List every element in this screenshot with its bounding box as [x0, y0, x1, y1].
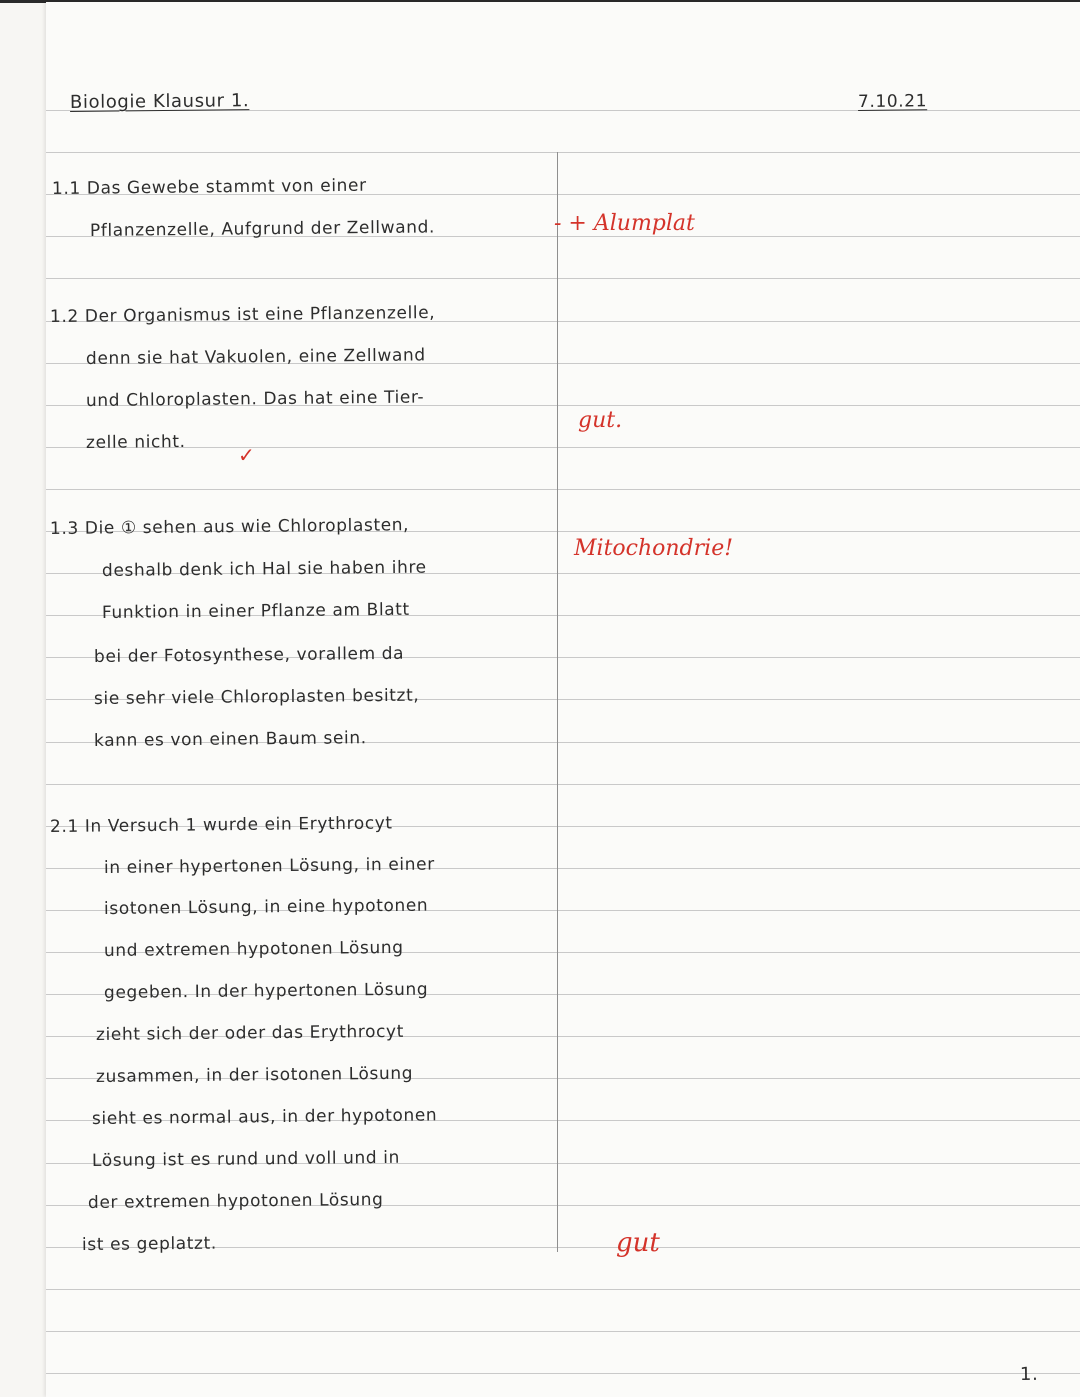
ruled-line	[46, 152, 1080, 153]
answer-1-3-line-4: bei der Fotosynthese, vorallem da	[93, 643, 405, 667]
correction-1-2: gut.	[578, 408, 623, 433]
ruled-line	[46, 1331, 1080, 1332]
ruled-line	[46, 784, 1080, 785]
answer-2-1-line-2: in einer hypertonen Lösung, in einer	[103, 854, 435, 878]
exam-sheet	[46, 2, 1080, 1397]
answer-2-1-line-1: 2.1 In Versuch 1 wurde ein Erythrocyt	[49, 813, 393, 837]
answer-1-1-line-1: 1.1 Das Gewebe stammt von einer	[51, 175, 367, 199]
answer-1-3-line-1: 1.3 Die ① sehen aus wie Chloroplasten,	[49, 515, 410, 539]
ruled-line	[46, 447, 1080, 448]
correction-2-1: gut	[616, 1228, 660, 1258]
answer-2-1-line-10: der extremen hypotonen Lösung	[87, 1189, 384, 1213]
correction-1-3: Mitochondrie!	[574, 536, 734, 561]
answer-1-2-line-4: zelle nicht.	[85, 431, 186, 453]
answer-1-1-line-2: Pflanzenzelle, Aufgrund der Zellwand.	[89, 217, 436, 241]
answer-1-2-line-1: 1.2 Der Organismus ist eine Pflanzenzelle,	[49, 302, 436, 327]
answer-2-1-line-9: Lösung ist es rund und voll und in	[91, 1147, 401, 1171]
answer-2-1-line-7: zusammen, in der isotonen Lösung	[95, 1063, 414, 1087]
answer-2-1-line-8: sieht es normal aus, in der hypotonen	[91, 1105, 438, 1129]
answer-2-1-line-6: zieht sich der oder das Erythrocyt	[95, 1021, 405, 1045]
answer-1-3-line-3: Funktion in einer Pflanze am Blatt	[101, 599, 410, 623]
answer-1-3-line-5: sie sehr viele Chloroplasten besitzt,	[93, 685, 420, 709]
margin-divider	[557, 152, 558, 1252]
answer-1-3-line-2: deshalb denk ich Hal sie haben ihre	[101, 557, 427, 581]
answer-1-3-line-6: kann es von einen Baum sein.	[93, 728, 367, 751]
ruled-line	[46, 278, 1080, 279]
answer-2-1-line-5: gegeben. In der hypertonen Lösung	[103, 979, 429, 1003]
answer-1-2-line-3: und Chloroplasten. Das hat eine Tier-	[85, 387, 425, 411]
date: 7.10.21	[857, 91, 928, 112]
ruled-line	[46, 1289, 1080, 1290]
check-mark: ✓	[238, 443, 255, 467]
page-title: Biologie Klausur 1.	[69, 90, 250, 113]
answer-2-1-line-11: ist es geplatzt.	[81, 1233, 217, 1255]
correction-1-1: - + Alumplat	[554, 211, 695, 236]
answer-1-2-line-2: denn sie hat Vakuolen, eine Zellwand	[85, 345, 426, 369]
answer-2-1-line-4: und extremen hypotonen Lösung	[103, 937, 404, 961]
ruled-line	[46, 489, 1080, 490]
ruled-line	[46, 1373, 1080, 1374]
answer-2-1-line-3: isotonen Lösung, in eine hypotonen	[103, 895, 429, 919]
page-number: 1.	[1019, 1363, 1039, 1385]
